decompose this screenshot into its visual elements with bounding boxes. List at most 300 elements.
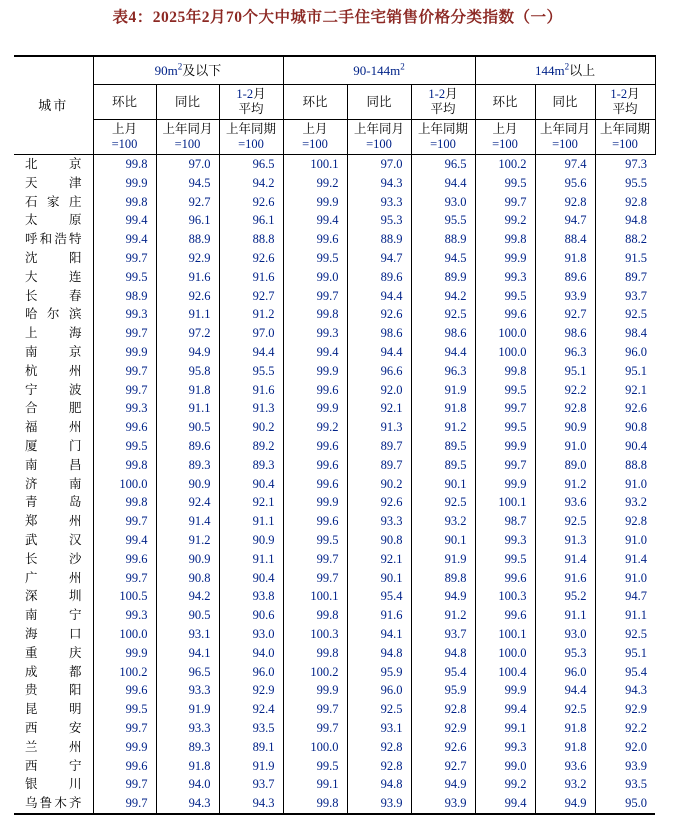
city-name: 西 安 [25, 720, 82, 735]
value-cell: 99.7 [93, 569, 156, 588]
value-cell: 95.1 [535, 362, 595, 381]
city-name: 银 川 [25, 777, 82, 792]
value-cell: 89.0 [535, 456, 595, 475]
table-row [14, 211, 655, 230]
city-name: 南 京 [25, 344, 82, 359]
value-cell: 99.5 [93, 700, 156, 719]
value-cell: 91.6 [535, 569, 595, 588]
value-cell: 92.9 [219, 681, 283, 700]
value-cell: 92.6 [625, 401, 648, 416]
value-cell: 95.9 [411, 681, 475, 700]
city-cell [14, 249, 93, 268]
value-cell: 94.8 [347, 775, 411, 794]
value-cell: 93.3 [156, 681, 219, 700]
value-cell: 99.4 [475, 700, 535, 719]
city-name: 上 海 [25, 326, 82, 341]
value-cell: 90.1 [411, 531, 475, 550]
value-cell: 99.5 [475, 418, 535, 437]
value-cell: 93.7 [625, 288, 648, 303]
value-cell: 99.9 [283, 362, 347, 381]
table-row [14, 324, 655, 343]
value-cell: 99.6 [283, 230, 347, 249]
header-mom-2: 环比 [283, 85, 347, 120]
value-cell: 90.8 [625, 420, 648, 435]
city-name: 呼 和 浩 特 [25, 232, 82, 247]
value-cell: 91.0 [625, 476, 648, 491]
value-cell: 91.1 [156, 399, 219, 418]
value-cell: 95.8 [156, 362, 219, 381]
value-cell: 99.6 [283, 456, 347, 475]
value-cell: 91.4 [625, 551, 648, 566]
value-cell: 89.7 [347, 437, 411, 456]
city-cell [14, 738, 93, 757]
value-cell: 94.3 [219, 794, 283, 814]
value-cell: 99.7 [283, 700, 347, 719]
value-cell: 92.5 [535, 512, 595, 531]
value-cell: 91.1 [625, 608, 648, 623]
value-cell: 99.6 [475, 305, 535, 324]
city-name: 郑 州 [25, 514, 82, 529]
city-cell [14, 193, 93, 212]
value-cell: 91.2 [411, 418, 475, 437]
city-name: 太 原 [25, 213, 82, 228]
value-cell: 92.6 [347, 305, 411, 324]
header-base-mom-1: 上月 =100 [93, 120, 156, 155]
table-header [14, 56, 655, 155]
value-cell: 95.6 [535, 174, 595, 193]
value-cell: 99.8 [93, 456, 156, 475]
value-cell: 99.9 [93, 343, 156, 362]
value-cell: 89.3 [156, 456, 219, 475]
city-name: 大 连 [25, 269, 82, 284]
city-cell [14, 399, 93, 418]
value-cell: 98.6 [535, 324, 595, 343]
value-cell: 89.6 [156, 437, 219, 456]
value-cell: 94.3 [156, 794, 219, 814]
value-cell: 89.6 [347, 268, 411, 287]
header-group-144-above: $144m^2$以上 [475, 56, 655, 85]
value-cell: 92.6 [219, 249, 283, 268]
header-yoy-2: 同比 [347, 85, 411, 120]
value-cell: 91.6 [347, 606, 411, 625]
city-name: 海 口 [25, 626, 82, 641]
value-cell: 93.3 [347, 512, 411, 531]
city-name: 杭 州 [25, 363, 82, 378]
value-cell: 99.9 [93, 738, 156, 757]
header-avg-2: 1-2月 平均 [411, 85, 475, 120]
city-cell [14, 155, 93, 174]
table-row [14, 155, 655, 174]
city-name: 武 汉 [25, 532, 82, 547]
value-cell: 100.3 [475, 587, 535, 606]
value-cell: 99.8 [283, 644, 347, 663]
city-name: 宁 波 [25, 382, 82, 397]
value-cell: 99.6 [93, 757, 156, 776]
table-row [14, 305, 655, 324]
city-cell [14, 606, 93, 625]
value-cell: 97.3 [625, 157, 648, 171]
value-cell: 91.1 [219, 512, 283, 531]
value-cell: 89.7 [347, 456, 411, 475]
value-cell: 95.4 [625, 664, 648, 679]
value-cell: 91.4 [535, 550, 595, 569]
value-cell: 99.7 [283, 719, 347, 738]
value-cell: 99.7 [283, 569, 347, 588]
value-cell: 99.8 [283, 305, 347, 324]
value-cell: 95.4 [411, 663, 475, 682]
value-cell: 100.1 [283, 587, 347, 606]
city-name: 南 宁 [25, 608, 82, 623]
value-cell: 99.8 [93, 193, 156, 212]
value-cell: 92.8 [625, 514, 648, 529]
city-cell [14, 305, 93, 324]
city-name: 乌 鲁 木 齐 [25, 796, 82, 811]
city-cell [14, 287, 93, 306]
value-cell: 99.2 [283, 174, 347, 193]
city-cell [14, 174, 93, 193]
value-cell: 99.9 [93, 174, 156, 193]
value-cell: 91.9 [219, 757, 283, 776]
value-cell: 98.6 [347, 324, 411, 343]
value-cell: 99.1 [283, 775, 347, 794]
value-cell: 94.4 [347, 287, 411, 306]
header-base-mom-2: 上月 =100 [283, 120, 347, 155]
value-cell: 92.1 [625, 382, 648, 397]
table-body [14, 155, 655, 814]
city-name: 福 州 [25, 420, 82, 435]
value-cell: 92.6 [219, 193, 283, 212]
value-cell: 92.6 [411, 738, 475, 757]
header-base-avg-3: 上年同期 =100 [595, 120, 655, 155]
value-cell: 89.1 [219, 738, 283, 757]
city-cell [14, 475, 93, 494]
value-cell: 94.0 [156, 775, 219, 794]
value-cell: 94.4 [411, 343, 475, 362]
value-cell: 96.0 [535, 663, 595, 682]
city-cell [14, 663, 93, 682]
city-cell [14, 625, 93, 644]
value-cell: 99.9 [475, 681, 535, 700]
value-cell: 99.7 [93, 381, 156, 400]
value-cell: 92.5 [411, 493, 475, 512]
header-base-row [14, 120, 655, 155]
value-cell: 94.5 [156, 174, 219, 193]
city-name: 石 家 庄 [25, 194, 82, 209]
value-cell: 89.7 [625, 269, 648, 284]
table-row [14, 193, 655, 212]
value-cell: 92.7 [411, 757, 475, 776]
value-cell: 92.1 [347, 399, 411, 418]
value-cell: 95.0 [625, 796, 648, 811]
value-cell: 94.7 [347, 249, 411, 268]
table-row [14, 418, 655, 437]
value-cell: 92.1 [219, 493, 283, 512]
value-cell: 93.3 [347, 193, 411, 212]
value-cell: 99.5 [475, 381, 535, 400]
value-cell: 94.2 [156, 587, 219, 606]
table-row [14, 625, 655, 644]
value-cell: 92.8 [625, 194, 648, 209]
value-cell: 96.5 [156, 663, 219, 682]
value-cell: 99.7 [93, 249, 156, 268]
city-cell [14, 719, 93, 738]
header-group-row [14, 56, 655, 85]
value-cell: 92.8 [347, 738, 411, 757]
value-cell: 94.2 [219, 174, 283, 193]
value-cell: 91.8 [535, 719, 595, 738]
value-cell: 99.3 [93, 606, 156, 625]
city-name: 南 昌 [25, 457, 82, 472]
value-cell: 92.8 [535, 399, 595, 418]
value-cell: 96.5 [219, 155, 283, 174]
city-name: 青 岛 [25, 495, 82, 510]
value-cell: 98.9 [93, 287, 156, 306]
value-cell: 94.9 [411, 775, 475, 794]
table-row [14, 512, 655, 531]
city-cell [14, 230, 93, 249]
value-cell: 99.0 [283, 268, 347, 287]
value-cell: 92.8 [347, 757, 411, 776]
city-name: 沈 阳 [25, 250, 82, 265]
value-cell: 91.1 [535, 606, 595, 625]
value-cell: 91.1 [219, 550, 283, 569]
value-cell: 91.0 [625, 570, 648, 585]
value-cell: 91.8 [411, 399, 475, 418]
value-cell: 95.5 [411, 211, 475, 230]
value-cell: 99.9 [475, 475, 535, 494]
value-cell: 99.9 [283, 193, 347, 212]
value-cell: 89.5 [411, 437, 475, 456]
value-cell: 92.5 [411, 305, 475, 324]
value-cell: 90.8 [347, 531, 411, 550]
table-row [14, 681, 655, 700]
city-name: 北 京 [25, 157, 82, 171]
value-cell: 100.0 [475, 343, 535, 362]
table-row [14, 268, 655, 287]
value-cell: 93.3 [156, 719, 219, 738]
city-cell [14, 343, 93, 362]
value-cell: 99.6 [283, 381, 347, 400]
value-cell: 92.5 [535, 700, 595, 719]
value-cell: 90.9 [219, 531, 283, 550]
city-name: 昆 明 [25, 702, 82, 717]
header-base-avg-1: 上年同期 =100 [219, 120, 283, 155]
value-cell: 99.5 [475, 174, 535, 193]
value-cell: 93.0 [411, 193, 475, 212]
value-cell: 99.7 [93, 512, 156, 531]
value-cell: 97.4 [535, 155, 595, 174]
value-cell: 92.4 [219, 700, 283, 719]
value-cell: 99.3 [475, 531, 535, 550]
value-cell: 94.7 [535, 211, 595, 230]
city-name: 济 南 [25, 476, 82, 491]
header-group-90-144: $90-144m^2$ [283, 56, 475, 85]
value-cell: 90.1 [411, 475, 475, 494]
value-cell: 97.0 [347, 155, 411, 174]
value-cell: 99.7 [93, 794, 156, 814]
city-cell [14, 324, 93, 343]
value-cell: 90.1 [347, 569, 411, 588]
value-cell: 91.9 [411, 550, 475, 569]
value-cell: 92.5 [347, 700, 411, 719]
city-cell [14, 437, 93, 456]
value-cell: 100.5 [93, 587, 156, 606]
value-cell: 99.8 [93, 155, 156, 174]
value-cell: 91.6 [219, 268, 283, 287]
value-cell: 88.4 [535, 230, 595, 249]
value-cell: 91.2 [156, 531, 219, 550]
value-cell: 95.5 [219, 362, 283, 381]
value-cell: 94.3 [347, 174, 411, 193]
value-cell: 93.1 [156, 625, 219, 644]
value-cell: 93.2 [535, 775, 595, 794]
value-cell: 94.4 [219, 343, 283, 362]
value-cell: 100.1 [475, 493, 535, 512]
value-cell: 92.1 [347, 550, 411, 569]
value-cell: 90.5 [156, 606, 219, 625]
value-cell: 94.4 [535, 681, 595, 700]
table-row [14, 644, 655, 663]
value-cell: 98.6 [411, 324, 475, 343]
header-base-avg-2: 上年同期 =100 [411, 120, 475, 155]
table-row [14, 456, 655, 475]
value-cell: 95.3 [535, 644, 595, 663]
value-cell: 100.1 [283, 155, 347, 174]
value-cell: 99.8 [283, 606, 347, 625]
value-cell: 93.9 [625, 758, 648, 773]
value-cell: 91.4 [156, 512, 219, 531]
value-cell: 98.7 [475, 512, 535, 531]
value-cell: 88.9 [156, 230, 219, 249]
value-cell: 96.1 [156, 211, 219, 230]
city-name: 厦 门 [25, 438, 82, 453]
value-cell: 99.9 [93, 644, 156, 663]
value-cell: 90.6 [219, 606, 283, 625]
value-cell: 99.9 [283, 493, 347, 512]
value-cell: 93.2 [411, 512, 475, 531]
value-cell: 99.3 [475, 268, 535, 287]
value-cell: 90.4 [219, 569, 283, 588]
value-cell: 89.5 [411, 456, 475, 475]
value-cell: 94.3 [625, 683, 648, 698]
city-name: 合 肥 [25, 401, 82, 416]
value-cell: 99.9 [283, 681, 347, 700]
value-cell: 99.8 [93, 493, 156, 512]
table-row [14, 606, 655, 625]
value-cell: 99.1 [475, 719, 535, 738]
city-cell [14, 493, 93, 512]
table-row [14, 287, 655, 306]
table-row [14, 775, 655, 794]
city-cell [14, 531, 93, 550]
value-cell: 99.5 [283, 249, 347, 268]
value-cell: 100.2 [475, 155, 535, 174]
city-name: 长 沙 [25, 551, 82, 566]
table-row [14, 399, 655, 418]
table-row [14, 569, 655, 588]
header-base-yoy-3: 上年同月 =100 [535, 120, 595, 155]
value-cell: 93.5 [219, 719, 283, 738]
value-cell: 88.8 [625, 457, 648, 472]
value-cell: 89.2 [219, 437, 283, 456]
value-cell: 90.9 [156, 550, 219, 569]
value-cell: 94.2 [411, 287, 475, 306]
value-cell: 99.3 [475, 738, 535, 757]
value-cell: 92.7 [156, 193, 219, 212]
value-cell: 99.7 [475, 399, 535, 418]
city-cell [14, 211, 93, 230]
value-cell: 97.0 [156, 155, 219, 174]
value-cell: 99.4 [93, 211, 156, 230]
value-cell: 92.9 [411, 719, 475, 738]
value-cell: 98.4 [625, 326, 648, 341]
value-cell: 88.8 [219, 230, 283, 249]
value-cell: 99.5 [283, 757, 347, 776]
value-cell: 92.0 [625, 739, 648, 754]
value-cell: 91.6 [219, 381, 283, 400]
value-cell: 93.8 [219, 587, 283, 606]
value-cell: 97.2 [156, 324, 219, 343]
city-cell [14, 381, 93, 400]
value-cell: 94.1 [347, 625, 411, 644]
value-cell: 99.5 [475, 287, 535, 306]
city-name: 哈 尔 滨 [25, 307, 82, 322]
value-cell: 100.1 [475, 625, 535, 644]
value-cell: 93.0 [219, 625, 283, 644]
value-cell: 91.9 [156, 700, 219, 719]
value-cell: 91.0 [535, 437, 595, 456]
value-cell: 92.9 [625, 702, 648, 717]
value-cell: 88.9 [411, 230, 475, 249]
value-cell: 88.2 [625, 232, 648, 247]
value-cell: 99.0 [475, 757, 535, 776]
value-cell: 99.2 [283, 418, 347, 437]
table-row [14, 700, 655, 719]
value-cell: 92.8 [535, 193, 595, 212]
value-cell: 99.8 [475, 362, 535, 381]
value-cell: 99.9 [475, 437, 535, 456]
table-row [14, 493, 655, 512]
value-cell: 92.4 [156, 493, 219, 512]
table-row [14, 663, 655, 682]
value-cell: 92.2 [625, 720, 648, 735]
value-cell: 94.9 [156, 343, 219, 362]
value-cell: 100.2 [93, 663, 156, 682]
table-row [14, 550, 655, 569]
value-cell: 93.7 [219, 775, 283, 794]
value-cell: 99.7 [93, 775, 156, 794]
value-cell: 95.1 [625, 645, 648, 660]
city-cell [14, 569, 93, 588]
value-cell: 94.9 [535, 794, 595, 814]
table-row [14, 738, 655, 757]
value-cell: 91.6 [156, 268, 219, 287]
value-cell: 100.3 [283, 625, 347, 644]
value-cell: 94.9 [411, 587, 475, 606]
value-cell: 100.4 [475, 663, 535, 682]
value-cell: 100.0 [475, 644, 535, 663]
value-cell: 99.6 [475, 606, 535, 625]
value-cell: 90.9 [156, 475, 219, 494]
value-cell: 91.3 [535, 531, 595, 550]
city-name: 长 春 [25, 288, 82, 303]
value-cell: 90.8 [156, 569, 219, 588]
table-row [14, 587, 655, 606]
value-cell: 99.6 [93, 681, 156, 700]
table-row [14, 475, 655, 494]
header-mom-1: 环比 [93, 85, 156, 120]
city-cell [14, 644, 93, 663]
